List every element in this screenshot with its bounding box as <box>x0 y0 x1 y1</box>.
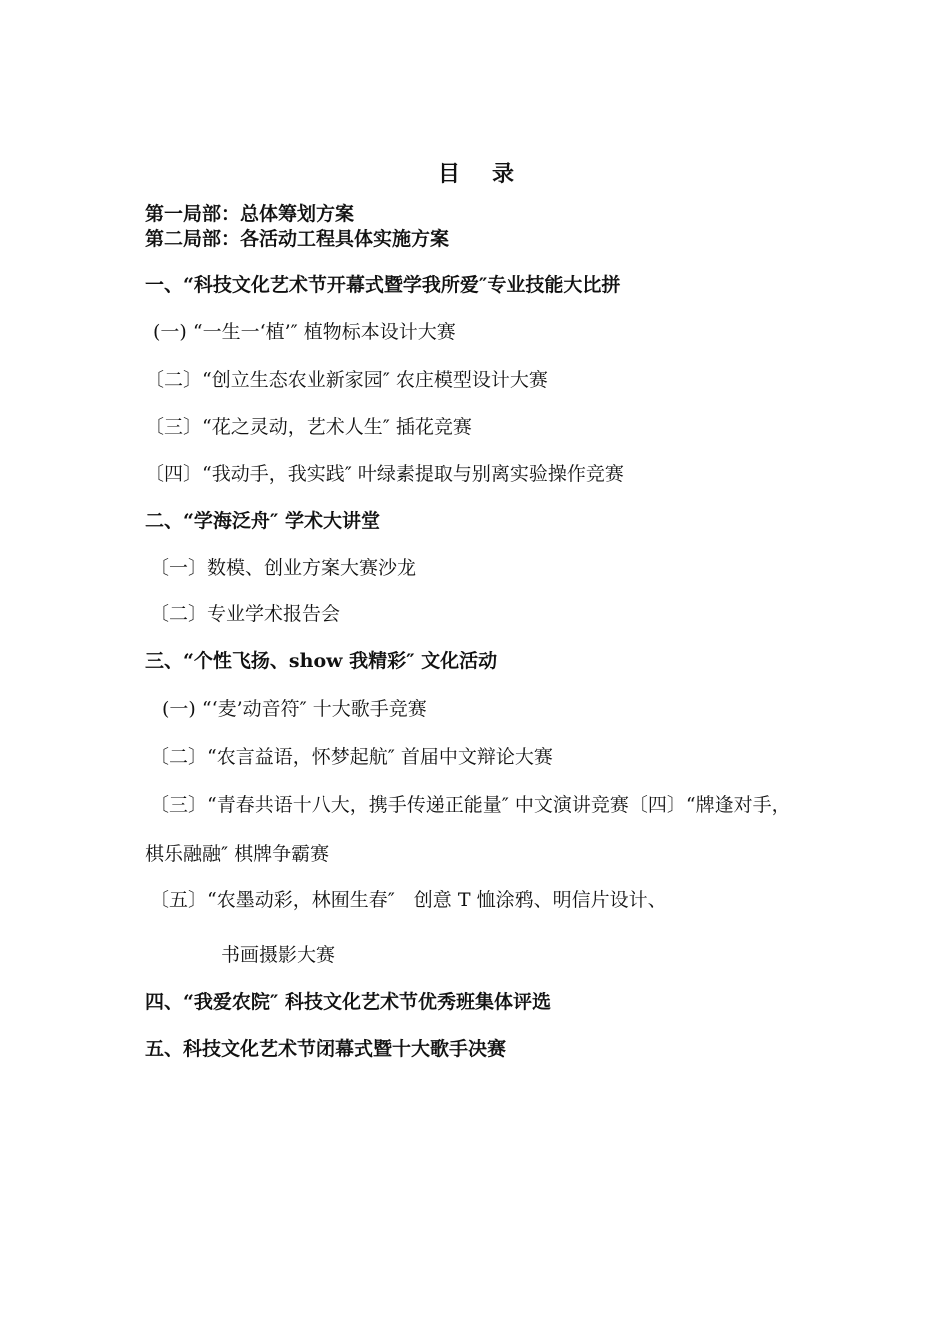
toc-item-2-2: 〔二〕专业学术报告会 <box>150 603 341 625</box>
toc-item-1-1: (一) “一生一‘植’″ 植物标本设计大赛 <box>153 321 456 343</box>
toc-item-1-2: 〔二〕“创立生态农业新家园″ 农庄模型设计大赛 <box>145 369 548 391</box>
toc-item-3-4: 棋乐融融″ 棋牌争霸赛 <box>145 843 330 865</box>
toc-part1: 第一局部：总体筹划方案 <box>145 203 355 225</box>
toc-item-3-5: 〔五〕“农墨动彩，林囿生春″ 创意 T 恤涂鸦、明信片设计、 <box>150 889 667 911</box>
toc-section-3: 三、“个性飞扬、show 我精彩″ 文化活动 <box>145 650 498 672</box>
toc-section-4: 四、“我爱农院″ 科技文化艺术节优秀班集体评选 <box>145 991 552 1013</box>
toc-part2: 第二局部：各活动工程具体实施方案 <box>145 228 450 250</box>
toc-item-2-1: 〔一〕数模、创业方案大赛沙龙 <box>150 557 417 579</box>
toc-item-3-2: 〔二〕“农言益语，怀梦起航″ 首届中文辩论大赛 <box>150 746 553 768</box>
toc-item-3-3: 〔三〕“青春共语十八大，携手传递正能量″ 中文演讲竞赛〔四〕“牌逢对手， <box>150 794 791 816</box>
toc-section-2: 二、“学海泛舟″ 学术大讲堂 <box>145 510 381 532</box>
toc-item-1-4: 〔四〕“我动手，我实践″ 叶绿素提取与别离实验操作竞赛 <box>145 463 624 485</box>
toc-title: 目录 <box>438 161 547 187</box>
toc-item-3-1: (一) “‘麦’动音符″ 十大歌手竞赛 <box>162 698 427 720</box>
toc-section-5: 五、科技文化艺术节闭幕式暨十大歌手决赛 <box>145 1038 507 1060</box>
toc-item-1-3: 〔三〕“花之灵动，艺术人生″ 插花竞赛 <box>145 416 472 438</box>
toc-item-3-5-cont: 书画摄影大赛 <box>221 944 336 966</box>
toc-section-1: 一、“科技文化艺术节开幕式暨学我所爱″专业技能大比拼 <box>145 274 621 296</box>
